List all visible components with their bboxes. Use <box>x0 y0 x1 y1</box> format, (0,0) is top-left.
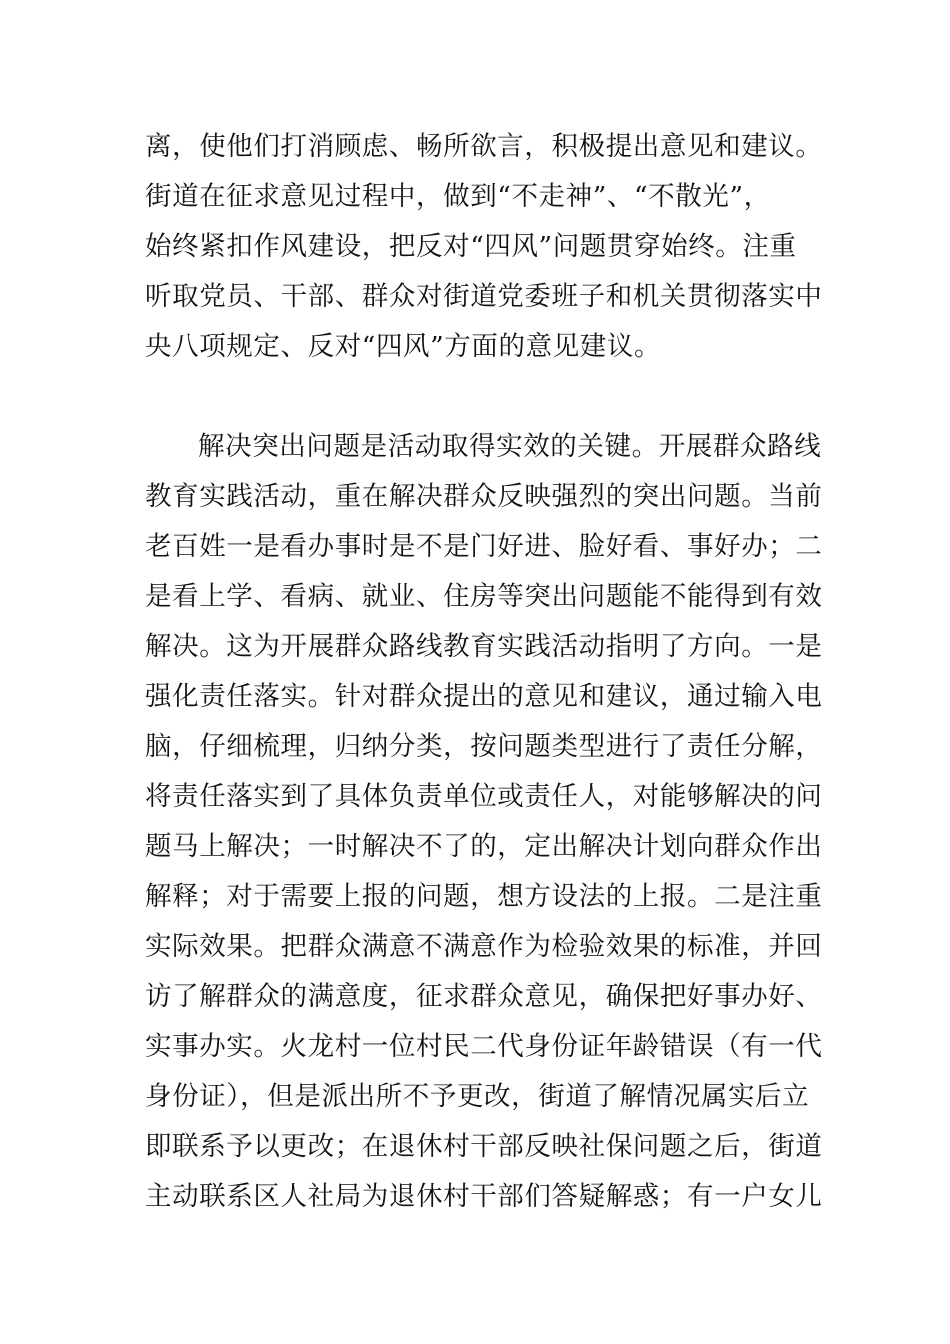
paragraph-2-line-6: 强化责任落实。针对群众提出的意见和建议，通过输入电 <box>145 681 823 712</box>
paragraph-2-line-14: 身份证），但是派出所不予更改，街道了解情况属实后立 <box>145 1081 810 1112</box>
paragraph-2-line-9: 题马上解决；一时解决不了的，定出解决计划向群众作出 <box>145 831 823 862</box>
paragraph-2-line-12: 访了解群众的满意度，征求群众意见，确保把好事办好、 <box>145 981 823 1012</box>
paragraph-1-line-3: 始终紧扣作风建设，把反对“四风”问题贯穿始终。注重 <box>145 231 797 262</box>
paragraph-2-line-13: 实事办实。火龙村一位村民二代身份证年龄错误（有一代 <box>145 1031 823 1062</box>
paragraph-1-line-2: 街道在征求意见过程中，做到“不走神”、“不散光”， <box>145 181 771 212</box>
paragraph-1-line-4: 听取党员、干部、群众对街道党委班子和机关贯彻落实中 <box>145 281 823 312</box>
paragraph-1-line-5: 央八项规定、反对“四风”方面的意见建议。 <box>145 331 662 362</box>
paragraph-2-line-16: 主动联系区人社局为退休村干部们答疑解惑；有一户女儿 <box>145 1181 823 1212</box>
paragraph-2-line-10: 解释；对于需要上报的问题，想方设法的上报。二是注重 <box>145 881 823 912</box>
paragraph-2-line-4: 是看上学、看病、就业、住房等突出问题能不能得到有效 <box>145 581 823 612</box>
paragraph-2-line-5: 解决。这为开展群众路线教育实践活动指明了方向。一是 <box>145 631 823 662</box>
paragraph-2-line-15: 即联系予以更改；在退休村干部反映社保问题之后，街道 <box>145 1131 823 1162</box>
paragraph-2-line-1: 解决突出问题是活动取得实效的关键。开展群众路线 <box>198 431 822 462</box>
paragraph-2-line-7: 脑，仔细梳理，归纳分类，按问题类型进行了责任分解， <box>145 731 823 762</box>
paragraph-2-line-11: 实际效果。把群众满意不满意作为检验效果的标准，并回 <box>145 931 823 962</box>
paragraph-2-line-3: 老百姓一是看办事时是不是门好进、脸好看、事好办；二 <box>145 531 823 562</box>
paragraph-2-line-8: 将责任落实到了具体负责单位或责任人，对能够解决的问 <box>145 781 823 812</box>
paragraph-2-line-2: 教育实践活动，重在解决群众反映强烈的突出问题。当前 <box>145 481 823 512</box>
paragraph-1-line-1: 离，使他们打消顾虑、畅所欲言，积极提出意见和建议。 <box>145 131 823 162</box>
